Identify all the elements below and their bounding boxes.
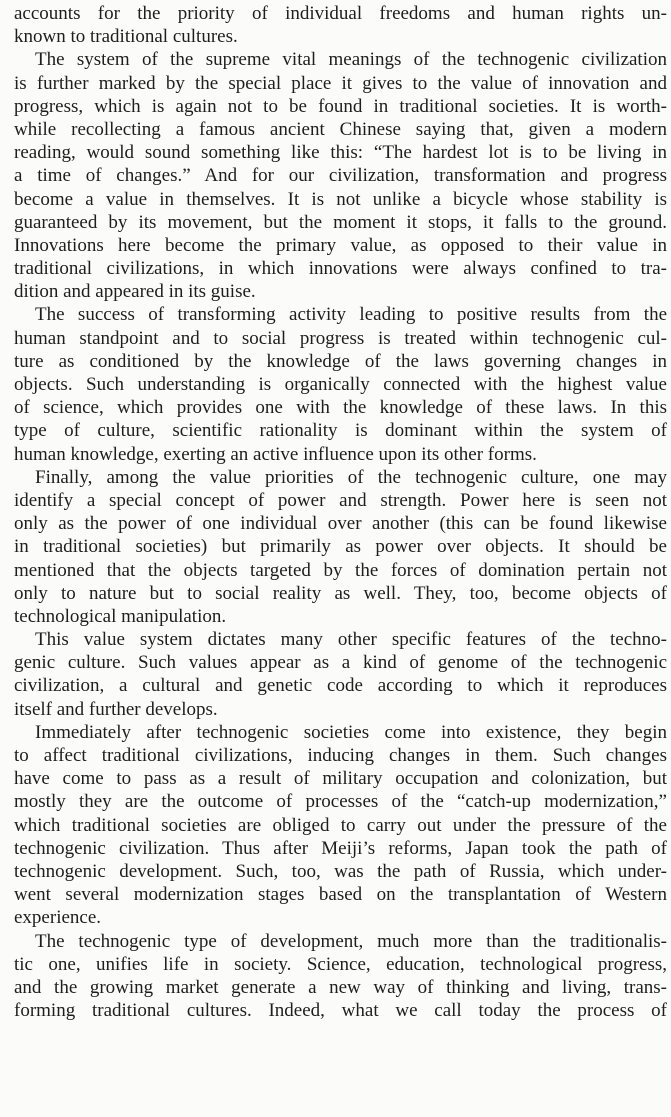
text-line: have come to pass as a result of military occupation and colonization, but: [14, 768, 667, 790]
text-line: human standpoint and to social progress is treated within technogenic cul-: [14, 327, 667, 349]
text-line: guaranteed by its movement, but the moment it stops, it falls to the ground.: [14, 211, 667, 233]
text-line: went several modernization stages based on the transplantation of Western: [14, 884, 667, 906]
text-line: a time of changes.” And for our civilization, transformation and progress: [14, 165, 667, 187]
text-line: dition and appeared in its guise.: [14, 281, 256, 303]
text-line: progress, which is again not to be found in traditional societies. It is worth-: [14, 95, 667, 117]
text-line: Finally, among the value priorities of the technogenic culture, one may: [35, 466, 667, 488]
paragraph: [14, 303, 667, 465]
text-line: is further marked by the special place it gives to the value of innovation and: [14, 72, 667, 94]
text-line: technogenic development. Such, too, was the path of Russia, which under-: [14, 860, 667, 882]
paragraph: [14, 466, 667, 628]
text-line: accounts for the priority of individual freedoms and human rights un-: [14, 3, 667, 24]
text-line: to affect traditional civilizations, inducing changes in them. Such changes: [14, 745, 667, 766]
text-line: civilization, a cultural and genetic code according to which it reproduces: [14, 675, 667, 697]
text-line: and the growing market generate a new way of thinking and living, trans-: [14, 976, 667, 998]
text-line: mentioned that the objects targeted by the forces of domination pertain not: [14, 559, 667, 581]
text-line: become a value in themselves. It is not unlike a bicycle whose stability is: [14, 188, 667, 210]
text-line: itself and further develops.: [14, 698, 218, 720]
paragraph: [14, 48, 667, 303]
text-line: which traditional societies are obliged to carry out under the pressure of the: [14, 814, 667, 836]
text-line: forming traditional cultures. Indeed, what we call today the process of: [14, 1000, 667, 1022]
text-line: known to traditional cultures.: [14, 26, 238, 48]
text-line: only as the power of one individual over another (this can be found likewise: [14, 513, 667, 535]
text-line: objects. Such understanding is organically connected with the highest value: [14, 374, 667, 395]
text-line: The system of the supreme vital meanings of the technogenic civilization: [35, 49, 667, 71]
text-line: Immediately after technogenic societies come into existence, they begin: [35, 721, 667, 743]
paragraph: [14, 930, 667, 1023]
text-line: The technogenic type of development, much more than the traditionalis-: [35, 930, 667, 952]
text-line: human knowledge, exerting an active influence upon its other forms.: [14, 443, 537, 465]
text-line: ture as conditioned by the knowledge of the laws governing changes in: [14, 350, 667, 372]
text-line: Innovations here become the primary value, as opposed to their value in: [14, 234, 667, 256]
paragraph: [14, 628, 667, 721]
text-line: type of culture, scientific rationality is dominant within the system of: [14, 420, 667, 442]
body-text: [14, 2, 667, 1022]
text-line: while recollecting a famous ancient Chinese saying that, given a modern: [14, 118, 667, 140]
text-line: tic one, unifies life in society. Science, education, technological progress,: [14, 953, 667, 975]
text-line: This value system dictates many other specific features of the techno-: [35, 629, 667, 651]
paragraph: [14, 2, 667, 48]
text-line: mostly they are the outcome of processes of the “catch-up modernization,”: [14, 791, 667, 813]
text-line: in traditional societies) but primarily as power over objects. It should be: [14, 536, 667, 558]
text-line: technological manipulation.: [14, 605, 227, 627]
text-line: The success of transforming activity leading to positive results from the: [35, 304, 667, 326]
text-line: experience.: [14, 907, 102, 929]
text-line: of science, which provides one with the knowledge of these laws. In this: [14, 397, 667, 419]
text-line: identify a special concept of power and strength. Power here is seen not: [14, 489, 667, 511]
text-line: reading, would sound something like this: “The hardest lot is to be living in: [14, 142, 667, 164]
paragraph: [14, 721, 667, 930]
text-line: technogenic civilization. Thus after Meiji’s reforms, Japan took the path of: [14, 837, 667, 859]
text-line: genic culture. Such values appear as a kind of genome of the technogenic: [14, 652, 667, 674]
text-line: only to nature but to social reality as well. They, too, become objects of: [14, 582, 667, 604]
text-line: traditional civilizations, in which innovations were always confined to tra-: [14, 258, 667, 280]
